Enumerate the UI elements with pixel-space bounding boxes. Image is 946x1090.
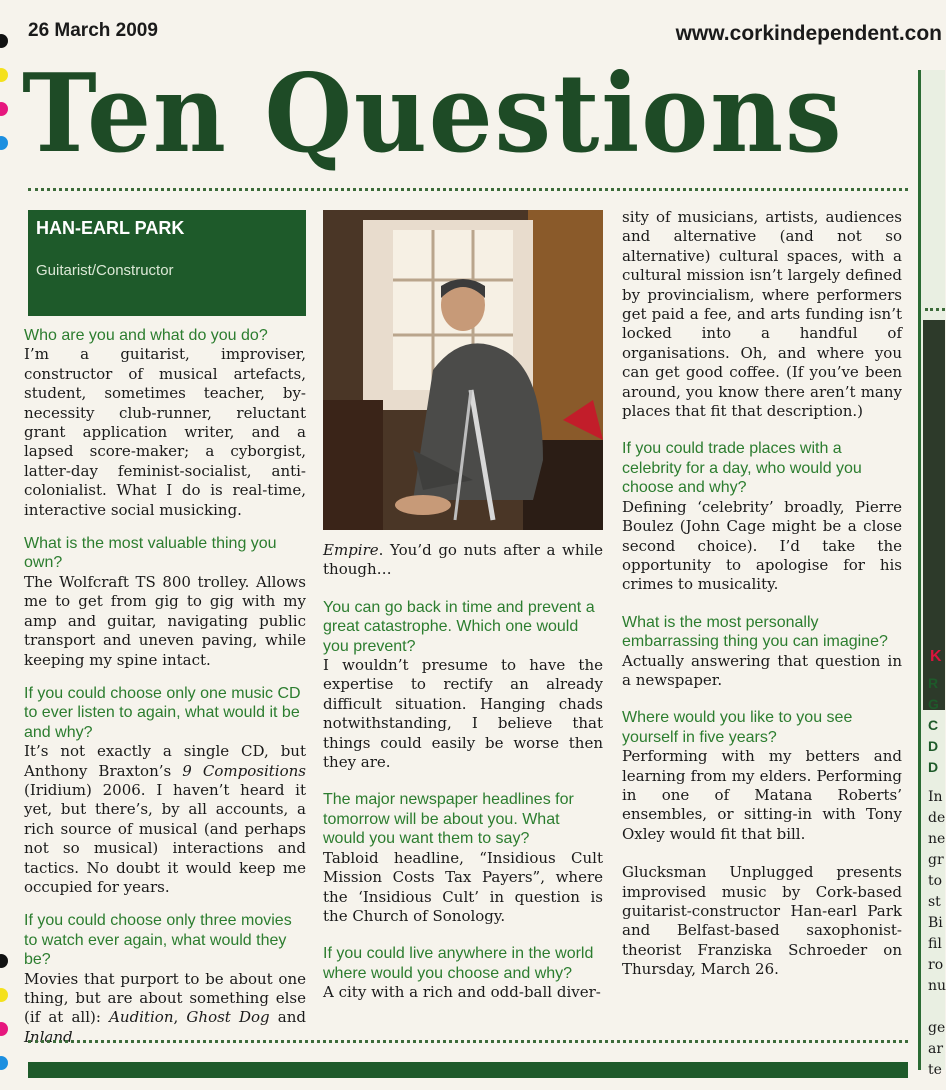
registration-marks-top xyxy=(0,34,14,170)
question-heading: You can go back in time and prevent a great catastrophe. Which one would you prevent? xyxy=(323,598,595,655)
strip-letter: gr xyxy=(928,852,944,868)
strip-letter xyxy=(928,997,946,1018)
answer-text: Performing with my betters and learning from my elders. Performing in one of Matana Roberts’ ensembles, or sitting-in with Tony Oxley would fit that bill. xyxy=(622,747,902,843)
event-note: Glucksman Unplugged presents improvised music by Cork-based guitarist-constructor Han-earl Park and Belfast-based saxophonist-theorist Franziska Schroeder on Thursday, March 26. xyxy=(622,863,902,979)
strip-divider xyxy=(925,308,945,311)
adjacent-bold-letters xyxy=(928,673,939,778)
profile-name: HAN-EARL PARK xyxy=(36,218,185,238)
question-heading: Where would you like to you see yourself in five years? xyxy=(622,709,853,746)
adjacent-heading-letter: K xyxy=(930,648,942,665)
question-heading: If you could choose only three movies to watch ever again, what would they be? xyxy=(24,912,292,969)
issue-date: 26 March 2009 xyxy=(28,20,158,41)
strip-letter: D xyxy=(928,738,939,754)
profile-box xyxy=(28,210,306,316)
adjacent-text-letters xyxy=(928,787,946,1081)
movie-title: Ghost Dog xyxy=(186,1008,270,1027)
strip-letter: G xyxy=(928,696,939,712)
answer-continuation: sity of musicians, artists, audiences and alternative (and not so alternative) cultural spaces, with a cultural mission isn’t largely defined by provincialism, where performers get paid a fee, and arts funding isn’t locked into a handful of organisations. Oh, and where you can get good coffee. (If you’ve been around, you know there aren’t many places that fit that description.) xyxy=(622,208,902,421)
question-heading: If you could choose only one music CD to ever listen to again, what would it be and why? xyxy=(24,684,301,741)
strip-letter: ge xyxy=(928,1020,946,1036)
strip-letter: fil xyxy=(928,936,942,952)
answer-text: A city with a rich and odd-ball diver- xyxy=(323,983,601,1002)
strip-letter: st xyxy=(928,894,941,910)
headline-divider xyxy=(28,188,908,191)
strip-letter: ro xyxy=(928,957,944,973)
column-1 xyxy=(24,312,306,1047)
answer-text: Tabloid headline, “Insidious Cult Mission Costs Tax Payers”, where the ‘Insidious Cult’ in question is the Church of Sonology. xyxy=(323,848,603,925)
footer-divider xyxy=(28,1040,908,1043)
strip-letter: In xyxy=(928,789,943,805)
question-heading: Who are you and what do you do? xyxy=(24,327,268,344)
answer-continuation xyxy=(323,541,603,580)
strip-letter: to xyxy=(928,873,943,889)
answer-fragment: and xyxy=(269,1008,306,1027)
answer-text xyxy=(24,970,306,1048)
movie-title: Audition xyxy=(109,1008,174,1027)
reg-dot xyxy=(0,136,8,150)
strip-letter: de xyxy=(928,810,946,826)
answer-text xyxy=(24,742,306,897)
answer-text: I’m a guitarist, improviser, constructor of musical artefacts, student, sometimes teacher, by-necessity club-runner, reluctant grant application writer, and a lapsed score-maker; a cyborgist, latter-day feminist-socialist, anti-colonialist. What I do is real-time, interactive social musicking. xyxy=(24,345,306,519)
strip-letter: R xyxy=(928,675,939,691)
strip-letter: nu xyxy=(928,978,946,994)
question-heading: What is the most valuable thing you own? xyxy=(24,535,277,572)
reg-dot xyxy=(0,68,8,82)
question-heading: The major newspaper headlines for tomorrow will be about you. What would you want them to say? xyxy=(323,791,574,848)
portrait-illustration xyxy=(323,210,603,530)
registration-marks-bottom xyxy=(0,954,14,1090)
strip-letter: C xyxy=(928,717,939,733)
strip-letter: ar xyxy=(928,1041,944,1057)
question-heading: What is the most personally embarrassing thing you can imagine? xyxy=(622,613,888,651)
reg-dot xyxy=(0,102,8,116)
page-headline: Ten Questions xyxy=(22,51,844,177)
answer-fragment: Movies that purport to be about one thing, but are about something else (if at all): xyxy=(24,969,306,1027)
answer-text: I wouldn’t presume to have the expertise to rectify an already difficult situation. Hanging chads notwithstanding, I believe that things could easily be worse then they are. xyxy=(323,656,603,772)
reg-dot xyxy=(0,1022,8,1036)
reg-dot xyxy=(0,1056,8,1070)
strip-letter: ne xyxy=(928,831,946,847)
question-heading: If you could live anywhere in the world where would you choose and why? xyxy=(323,945,594,982)
question-heading: If you could trade places with a celebrity for a day, who would you choose and why? xyxy=(622,440,862,497)
strip-letter: te xyxy=(928,1062,942,1078)
website-url: www.corkindependent.con xyxy=(675,22,942,45)
portrait-photo xyxy=(323,210,603,530)
movie-title: Empire xyxy=(323,541,379,559)
movie-title: Inland xyxy=(24,1027,73,1046)
answer-fragment: , xyxy=(173,1008,187,1027)
strip-letter: Bi xyxy=(928,915,943,931)
reg-dot xyxy=(0,954,8,968)
column-3 xyxy=(622,208,902,980)
answer-text: The Wolfcraft TS 800 trolley. Allows me to get from gig to gig with my amp and guitar, navigating public transport and uneven paving, while keeping my spine intact. xyxy=(24,572,306,669)
reg-dot xyxy=(0,34,8,48)
album-title: 9 Compositions xyxy=(182,761,306,780)
strip-letter: D xyxy=(928,759,939,775)
reg-dot xyxy=(0,988,8,1002)
profile-role: Guitarist/Constructor xyxy=(36,262,174,279)
footer-bar xyxy=(28,1062,908,1078)
column-2 xyxy=(323,541,603,1003)
answer-text: Defining ‘celebrity’ broadly, Pierre Boulez (John Cage might be a close second choice). I’d take the opportunity to apologise for his crimes to musicality. xyxy=(622,497,902,594)
answer-fragment: It’s not exactly a single CD, but Anthony Braxton’s xyxy=(24,742,306,780)
answer-fragment: (Iridium) 2006. I haven’t heard it yet, but there’s, by all accounts, a rich source of musical (and perhaps not so musical) interactions and tactics. No doubt it would keep me occupied for years. xyxy=(24,780,306,896)
answer-fragment: . You’d go nuts after a while though… xyxy=(323,541,603,579)
answer-text: Actually answering that question in a newspaper. xyxy=(622,651,902,689)
